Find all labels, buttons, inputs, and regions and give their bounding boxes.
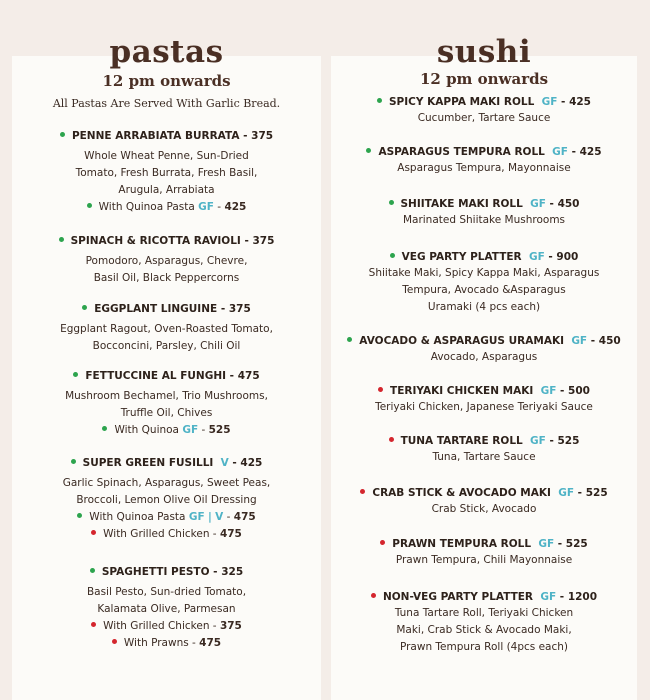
nonveg-dot-icon	[380, 540, 385, 545]
item-description	[12, 321, 321, 355]
item-description	[12, 475, 321, 509]
description-line: Whole Wheat Penne, Sun-Dried	[84, 150, 249, 162]
veg-dot-icon	[366, 148, 371, 153]
veg-dot-icon	[60, 132, 65, 137]
description-line: Truffle Oil, Chives	[120, 407, 213, 419]
description-line: Pomodoro, Asparagus, Chevre,	[85, 255, 248, 267]
diet-tag: GF	[530, 435, 546, 447]
item-name: SPINACH & RICOTTA RAVIOLI	[70, 235, 241, 247]
item-description	[331, 110, 637, 127]
menu-item	[12, 565, 321, 652]
item-title: FETTUCCINE AL FUNGHI - 475	[12, 369, 321, 383]
item-title: ASPARAGUS TEMPURA ROLL GF - 425	[331, 145, 637, 159]
item-name: NON-VEG PARTY PLATTER	[382, 591, 534, 603]
diet-tag: GF	[530, 198, 546, 210]
veg-dot-icon	[390, 253, 395, 258]
description-line: Crab Stick, Avocado	[431, 503, 537, 515]
item-name: PRAWN TEMPURA ROLL	[392, 538, 532, 550]
description-line: Marinated Shiitake Mushrooms	[402, 214, 566, 226]
nonveg-dot-icon	[112, 639, 117, 644]
item-price: 525	[557, 435, 580, 447]
addon-option: With Quinoa Pasta GF - 425	[12, 199, 321, 216]
item-price: 500	[568, 385, 590, 397]
addon-label: With Grilled Chicken	[103, 620, 210, 632]
item-price: 475	[237, 370, 260, 382]
item-price: 525	[585, 487, 608, 499]
nonveg-dot-icon	[371, 593, 376, 598]
veg-dot-icon	[77, 513, 82, 518]
diet-tag: GF	[182, 424, 199, 436]
menu-item	[331, 486, 637, 518]
menu-item	[12, 234, 321, 287]
addon-option: With Grilled Chicken - 475	[12, 526, 321, 543]
item-name: PENNE ARRABIATA BURRATA	[71, 130, 240, 142]
item-description	[12, 388, 321, 422]
item-title: NON-VEG PARTY PLATTER GF - 1200	[331, 590, 637, 604]
pastas-heading: pastas	[109, 34, 224, 70]
menu-item	[331, 384, 637, 416]
menu-item	[331, 95, 637, 127]
addon-option: With Prawns - 475	[12, 635, 321, 652]
diet-tag: V	[215, 511, 224, 523]
item-title: PENNE ARRABIATA BURRATA - 375	[12, 129, 321, 143]
description-line: Teriyaki Chicken, Japanese Teriyaki Sauce	[375, 401, 593, 413]
item-name: SUPER GREEN FUSILLI	[82, 457, 214, 469]
sushi-heading: sushi	[436, 34, 532, 70]
item-title: CRAB STICK & AVOCADO MAKI GF - 525	[331, 486, 637, 500]
diet-tag: GF	[552, 146, 568, 158]
item-description	[331, 349, 637, 366]
menu-item	[331, 537, 637, 569]
addon-option: With Grilled Chicken - 375	[12, 618, 321, 635]
item-price: 375	[228, 303, 251, 315]
item-title: VEG PARTY PLATTER GF - 900	[331, 250, 637, 264]
diet-tag: GF	[558, 487, 575, 499]
diet-tag: GF	[188, 511, 205, 523]
description-line: Basil Oil, Black Peppercorns	[93, 272, 240, 284]
veg-dot-icon	[90, 568, 95, 573]
addon-price: 375	[219, 620, 242, 632]
item-title: SPICY KAPPA MAKI ROLL GF - 425	[331, 95, 637, 109]
description-line: Garlic Spinach, Asparagus, Sweet Peas,	[62, 477, 271, 489]
veg-dot-icon	[59, 237, 64, 242]
description-line: Arugula, Arrabiata	[118, 184, 215, 196]
diet-tag: GF	[538, 538, 555, 550]
item-price: 450	[557, 198, 580, 210]
diet-tag: V	[220, 457, 229, 469]
addon-label: With Prawns	[123, 637, 189, 649]
item-name: EGGPLANT LINGUINE	[94, 303, 218, 315]
nonveg-dot-icon	[360, 489, 365, 494]
description-line: Prawn Tempura Roll (4pcs each)	[399, 641, 569, 653]
menu-item	[12, 369, 321, 439]
item-description	[331, 399, 637, 416]
addon-option: With Quinoa GF - 525	[12, 422, 321, 439]
veg-dot-icon	[102, 426, 107, 431]
veg-dot-icon	[71, 459, 76, 464]
veg-dot-icon	[347, 337, 352, 342]
veg-dot-icon	[82, 305, 87, 310]
menu-item	[331, 434, 637, 466]
addon-price: 475	[219, 528, 242, 540]
description-line: Basil Pesto, Sun-dried Tomato,	[86, 586, 247, 598]
item-price: 425	[579, 146, 602, 158]
item-name: ASPARAGUS TEMPURA ROLL	[378, 146, 545, 158]
item-description	[331, 501, 637, 518]
nonveg-dot-icon	[389, 437, 394, 442]
diet-tag: GF	[528, 251, 545, 263]
diet-tag: GF	[198, 201, 214, 213]
addon-label: With Grilled Chicken	[103, 528, 210, 540]
item-title: AVOCADO & ASPARAGUS URAMAKI GF - 450	[331, 334, 637, 348]
item-name: SPAGHETTI PESTO	[101, 566, 210, 578]
item-name: FETTUCCINE AL FUNGHI	[85, 370, 227, 382]
item-title: SUPER GREEN FUSILLI V - 425	[12, 456, 321, 470]
diet-tag: GF	[540, 385, 557, 397]
item-title: PRAWN TEMPURA ROLL GF - 525	[331, 537, 637, 551]
item-price: 425	[240, 457, 263, 469]
description-line: Prawn Tempura, Chili Mayonnaise	[395, 554, 573, 566]
menu-item	[12, 129, 321, 216]
addon-price: 475	[199, 637, 222, 649]
nonveg-dot-icon	[378, 387, 383, 392]
diet-tag: GF	[571, 335, 588, 347]
menu-item	[12, 456, 321, 543]
item-title: EGGPLANT LINGUINE - 375	[12, 302, 321, 316]
veg-dot-icon	[73, 372, 78, 377]
item-description	[12, 584, 321, 618]
menu-item	[331, 250, 637, 316]
item-price: 375	[252, 235, 275, 247]
description-line: Asparagus Tempura, Mayonnaise	[397, 162, 571, 174]
item-price: 525	[565, 538, 588, 550]
veg-dot-icon	[377, 98, 382, 103]
addon-option: With Quinoa Pasta GF | V - 475	[12, 509, 321, 526]
addon-label: With Quinoa Pasta	[89, 511, 186, 523]
item-name: TUNA TARTARE ROLL	[400, 435, 523, 447]
item-description	[331, 449, 637, 466]
item-description	[12, 148, 321, 199]
item-name: VEG PARTY PLATTER	[401, 251, 522, 263]
description-line: Shiitake Maki, Spicy Kappa Maki, Asparagus	[368, 267, 600, 279]
item-price: 450	[598, 335, 621, 347]
pastas-note: All Pastas Are Served With Garlic Bread.	[52, 97, 281, 110]
description-line: Avocado, Asparagus	[430, 351, 538, 363]
item-price: 325	[221, 566, 244, 578]
item-title: SHIITAKE MAKI ROLL GF - 450	[331, 197, 637, 211]
item-description	[12, 253, 321, 287]
diet-tag: GF	[540, 591, 557, 603]
item-description	[331, 552, 637, 569]
item-description	[331, 605, 637, 656]
item-description	[331, 265, 637, 316]
item-price: 425	[569, 96, 591, 108]
item-name: AVOCADO & ASPARAGUS URAMAKI	[359, 335, 564, 347]
item-price: 375	[251, 130, 274, 142]
menu-item	[331, 334, 637, 366]
description-line: Bocconcini, Parsley, Chili Oil	[92, 340, 241, 352]
menu-item	[12, 302, 321, 355]
description-line: Tuna, Tartare Sauce	[432, 451, 536, 463]
description-line: Tomato, Fresh Burrata, Fresh Basil,	[75, 167, 258, 179]
addon-label: With Quinoa	[114, 424, 179, 436]
addon-price: 525	[208, 424, 231, 436]
description-line: Maki, Crab Stick & Avocado Maki,	[396, 624, 572, 636]
item-title: TERIYAKI CHICKEN MAKI GF - 500	[331, 384, 637, 398]
tag-separator: |	[207, 511, 212, 523]
item-description	[331, 212, 637, 229]
addon-price: 425	[224, 201, 247, 213]
nonveg-dot-icon	[91, 622, 96, 627]
description-line: Cucumber, Tartare Sauce	[417, 112, 551, 124]
description-line: Kalamata Olive, Parmesan	[97, 603, 236, 615]
description-line: Tempura, Avocado &Asparagus	[402, 284, 566, 296]
menu-item	[331, 590, 637, 656]
pastas-hours: 12 pm onwards	[102, 72, 231, 90]
description-line: Eggplant Ragout, Oven-Roasted Tomato,	[60, 323, 273, 335]
item-price: 900	[556, 251, 579, 263]
menu-item	[331, 145, 637, 177]
item-name: SHIITAKE MAKI ROLL	[400, 198, 523, 210]
addon-price: 475	[233, 511, 256, 523]
item-title: TUNA TARTARE ROLL GF - 525	[331, 434, 637, 448]
item-price: 1200	[567, 591, 598, 603]
nonveg-dot-icon	[91, 530, 96, 535]
sushi-hours: 12 pm onwards	[419, 70, 549, 88]
menu-item	[331, 197, 637, 229]
description-line: Broccoli, Lemon Olive Oil Dressing	[76, 494, 257, 506]
item-title: SPINACH & RICOTTA RAVIOLI - 375	[12, 234, 321, 248]
item-description	[331, 160, 637, 177]
item-name: TERIYAKI CHICKEN MAKI	[390, 385, 534, 397]
addon-label: With Quinoa Pasta	[98, 201, 195, 213]
description-line: Tuna Tartare Roll, Teriyaki Chicken	[394, 607, 574, 619]
item-name: CRAB STICK & AVOCADO MAKI	[372, 487, 551, 499]
diet-tag: GF	[541, 96, 558, 108]
veg-dot-icon	[389, 200, 394, 205]
item-title: SPAGHETTI PESTO - 325	[12, 565, 321, 579]
description-line: Mushroom Bechamel, Trio Mushrooms,	[65, 390, 268, 402]
description-line: Uramaki (4 pcs each)	[427, 301, 541, 313]
item-name: SPICY KAPPA MAKI ROLL	[389, 96, 535, 108]
veg-dot-icon	[87, 203, 92, 208]
